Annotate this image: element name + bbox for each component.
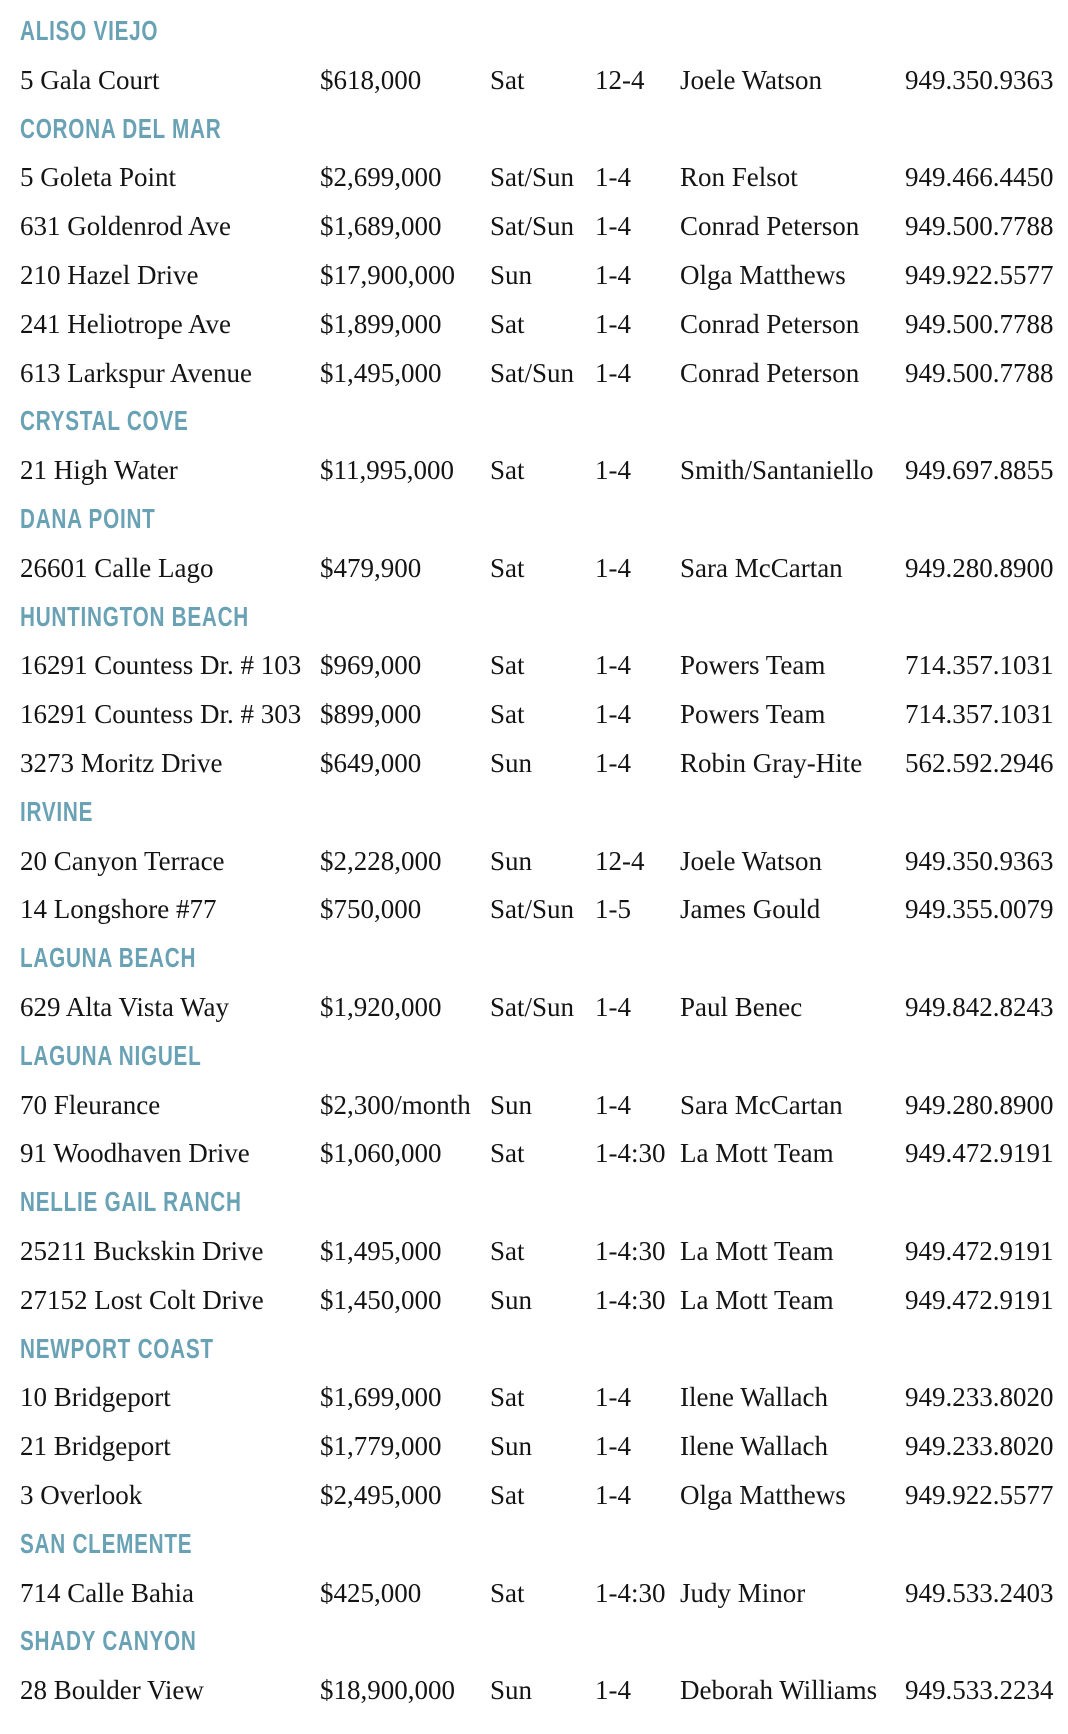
listing-price: $2,495,000 [320, 1479, 442, 1510]
city-name: ALISO VIEJO [20, 15, 159, 46]
listing-row [0, 1666, 1068, 1715]
city-name: NEWPORT COAST [20, 1332, 214, 1364]
listing-price: $18,900,000 [320, 1675, 455, 1706]
listing-row [0, 1422, 1068, 1471]
listing-price: $1,689,000 [320, 211, 442, 242]
city-name: LAGUNA NIGUEL [20, 1039, 202, 1071]
listing-address: 70 Fleurance [20, 1089, 161, 1120]
listing-phone: 949.533.2403 [905, 1577, 1054, 1608]
listing-row [0, 1276, 1068, 1325]
listing-agent: Powers Team [680, 650, 826, 681]
listing-agent: Deborah Williams [680, 1675, 878, 1706]
listing-day: Sat [490, 1382, 525, 1413]
listing-time: 1-4:30 [595, 1577, 666, 1608]
listing-price: $1,495,000 [320, 357, 442, 388]
listing-address: 241 Heliotrope Ave [20, 308, 231, 339]
listing-day: Sat [490, 1138, 525, 1169]
city-section-header [0, 495, 1068, 544]
listing-day: Sun [490, 1089, 533, 1120]
listing-price: $1,899,000 [320, 308, 442, 339]
listing-row [0, 544, 1068, 593]
listing-phone: 949.280.8900 [905, 1089, 1054, 1120]
listing-time: 1-4 [595, 211, 631, 242]
listing-phone: 949.533.2234 [905, 1675, 1054, 1706]
city-name: HUNTINGTON BEACH [20, 600, 250, 632]
city-section-header [0, 1325, 1068, 1374]
listing-phone: 562.592.2946 [905, 747, 1054, 778]
listing-day: Sat [490, 64, 525, 95]
listing-price: $2,228,000 [320, 845, 442, 876]
listing-time: 12-4 [595, 845, 645, 876]
listing-address: 613 Larkspur Avenue [20, 357, 252, 388]
city-name: NELLIE GAIL RANCH [20, 1186, 242, 1218]
listing-day: Sat [490, 1479, 525, 1510]
listing-price: $899,000 [320, 699, 422, 730]
listing-phone: 949.500.7788 [905, 308, 1054, 339]
listing-agent: Ron Felsot [680, 162, 798, 193]
listing-day: Sun [490, 845, 533, 876]
listing-address: 5 Gala Court [20, 64, 160, 95]
listing-address: 16291 Countess Dr. # 103 [20, 650, 302, 681]
listing-address: 631 Goldenrod Ave [20, 211, 231, 242]
listing-agent: Ilene Wallach [680, 1382, 828, 1413]
listing-address: 28 Boulder View [20, 1675, 204, 1706]
listing-address: 5 Goleta Point [20, 162, 176, 193]
city-name: DANA POINT [20, 502, 156, 534]
city-section-header [0, 593, 1068, 642]
listing-day: Sat [490, 455, 525, 486]
city-section-header [0, 1178, 1068, 1227]
listing-address: 91 Woodhaven Drive [20, 1138, 250, 1169]
listing-phone: 949.472.9191 [905, 1235, 1054, 1266]
listing-time: 1-4 [595, 552, 631, 583]
city-section-header [0, 105, 1068, 154]
listing-time: 1-4 [595, 650, 631, 681]
listing-address: 20 Canyon Terrace [20, 845, 225, 876]
listing-agent: La Mott Team [680, 1235, 834, 1266]
listing-day: Sun [490, 259, 533, 290]
listing-time: 1-4:30 [595, 1138, 666, 1169]
listing-agent: La Mott Team [680, 1138, 834, 1169]
listing-phone: 949.500.7788 [905, 357, 1054, 388]
listing-agent: Conrad Peterson [680, 357, 860, 388]
listing-agent: Olga Matthews [680, 1479, 846, 1510]
listing-phone: 949.350.9363 [905, 64, 1054, 95]
listing-price: $649,000 [320, 747, 422, 778]
listing-agent: Joele Watson [680, 845, 823, 876]
listing-row [0, 1373, 1068, 1422]
listing-agent: Powers Team [680, 699, 826, 730]
listing-day: Sat [490, 699, 525, 730]
listing-price: $11,995,000 [320, 455, 454, 486]
listing-address: 14 Longshore #77 [20, 894, 217, 925]
listing-agent: Robin Gray-Hite [680, 747, 863, 778]
listing-address: 25211 Buckskin Drive [20, 1235, 264, 1266]
listing-agent: Sara McCartan [680, 1089, 843, 1120]
listing-phone: 949.500.7788 [905, 211, 1054, 242]
listing-phone: 714.357.1031 [905, 650, 1054, 681]
listing-price: $1,450,000 [320, 1284, 442, 1315]
listing-day: Sun [490, 747, 533, 778]
city-section-header [0, 934, 1068, 983]
listing-time: 1-4 [595, 1479, 631, 1510]
listing-agent: James Gould [680, 894, 821, 925]
listing-time: 1-4:30 [595, 1235, 666, 1266]
listing-address: 16291 Countess Dr. # 303 [20, 699, 302, 730]
listing-row [0, 202, 1068, 251]
listing-phone: 949.233.8020 [905, 1431, 1054, 1462]
listing-address: 3 Overlook [20, 1479, 143, 1510]
listing-time: 1-4 [595, 308, 631, 339]
listing-phone: 949.472.9191 [905, 1138, 1054, 1169]
listing-agent: Ilene Wallach [680, 1431, 828, 1462]
listing-price: $618,000 [320, 64, 422, 95]
listing-address: 27152 Lost Colt Drive [20, 1284, 264, 1315]
listing-price: $969,000 [320, 650, 422, 681]
city-section-header [0, 1520, 1068, 1569]
city-section-header [0, 397, 1068, 446]
listing-address: 210 Hazel Drive [20, 259, 199, 290]
listing-phone: 949.466.4450 [905, 162, 1054, 193]
listing-day: Sun [490, 1284, 533, 1315]
listing-row [0, 983, 1068, 1032]
listing-row [0, 56, 1068, 105]
listing-row [0, 641, 1068, 690]
listing-row [0, 153, 1068, 202]
listing-address: 21 High Water [20, 455, 178, 486]
listing-time: 1-4 [595, 991, 631, 1022]
listing-agent: Paul Benec [680, 991, 803, 1022]
city-section-header [0, 1617, 1068, 1666]
city-name: CORONA DEL MAR [20, 112, 222, 144]
listing-phone: 949.355.0079 [905, 894, 1054, 925]
listing-agent: Sara McCartan [680, 552, 843, 583]
listing-row [0, 1471, 1068, 1520]
listing-day: Sat/Sun [490, 162, 575, 193]
listing-day: Sat [490, 308, 525, 339]
listing-phone: 949.233.8020 [905, 1382, 1054, 1413]
listing-row [0, 1569, 1068, 1618]
listing-phone: 949.842.8243 [905, 991, 1054, 1022]
listing-phone: 949.922.5577 [905, 1479, 1054, 1510]
city-section-header [0, 1032, 1068, 1081]
listing-time: 1-4 [595, 357, 631, 388]
listing-day: Sat [490, 552, 525, 583]
listing-time: 1-5 [595, 894, 631, 925]
listing-time: 1-4 [595, 747, 631, 778]
listing-address: 21 Bridgeport [20, 1431, 171, 1462]
listing-row [0, 300, 1068, 349]
listing-row [0, 349, 1068, 398]
listing-agent: La Mott Team [680, 1284, 834, 1315]
listing-address: 3273 Moritz Drive [20, 747, 223, 778]
listing-time: 1-4 [595, 1382, 631, 1413]
listing-day: Sat [490, 650, 525, 681]
listing-day: Sat [490, 1235, 525, 1266]
listing-row [0, 739, 1068, 788]
listing-price: $1,699,000 [320, 1382, 442, 1413]
listing-day: Sat/Sun [490, 894, 575, 925]
listing-time: 1-4 [595, 162, 631, 193]
listing-price: $1,495,000 [320, 1235, 442, 1266]
listing-address: 26601 Calle Lago [20, 552, 214, 583]
listing-price: $1,779,000 [320, 1431, 442, 1462]
listing-address: 714 Calle Bahia [20, 1577, 194, 1608]
city-name: IRVINE [20, 795, 94, 827]
listing-price: $425,000 [320, 1577, 422, 1608]
listing-address: 629 Alta Vista Way [20, 991, 229, 1022]
listing-price: $1,920,000 [320, 991, 442, 1022]
listing-time: 1-4 [595, 699, 631, 730]
city-name: CRYSTAL COVE [20, 405, 189, 437]
listing-price: $1,060,000 [320, 1138, 442, 1169]
listing-time: 12-4 [595, 64, 645, 95]
listing-agent: Joele Watson [680, 64, 823, 95]
listing-day: Sat/Sun [490, 211, 575, 242]
listing-phone: 714.357.1031 [905, 699, 1054, 730]
listing-phone: 949.697.8855 [905, 455, 1054, 486]
listing-row [0, 446, 1068, 495]
listing-time: 1-4:30 [595, 1284, 666, 1315]
listing-time: 1-4 [595, 1089, 631, 1120]
listing-phone: 949.350.9363 [905, 845, 1054, 876]
listing-day: Sat [490, 1577, 525, 1608]
listing-phone: 949.280.8900 [905, 552, 1054, 583]
listing-phone: 949.472.9191 [905, 1284, 1054, 1315]
listing-agent: Conrad Peterson [680, 308, 860, 339]
listing-row [0, 1227, 1068, 1276]
listing-time: 1-4 [595, 1675, 631, 1706]
city-name: SAN CLEMENTE [20, 1527, 193, 1559]
listing-time: 1-4 [595, 455, 631, 486]
listing-day: Sat/Sun [490, 991, 575, 1022]
listing-time: 1-4 [595, 259, 631, 290]
listing-day: Sun [490, 1431, 533, 1462]
listing-agent: Judy Minor [680, 1577, 806, 1608]
listing-agent: Smith/Santaniello [680, 455, 874, 486]
city-name: SHADY CANYON [20, 1625, 197, 1657]
listing-row [0, 885, 1068, 934]
city-section-header [0, 788, 1068, 837]
listing-agent: Conrad Peterson [680, 211, 860, 242]
listing-price: $17,900,000 [320, 259, 455, 290]
listing-row [0, 1129, 1068, 1178]
city-name: LAGUNA BEACH [20, 942, 197, 974]
listing-day: Sun [490, 1675, 533, 1706]
listing-phone: 949.922.5577 [905, 259, 1054, 290]
listing-row [0, 251, 1068, 300]
listing-row [0, 690, 1068, 739]
listing-row [0, 1081, 1068, 1130]
listing-time: 1-4 [595, 1431, 631, 1462]
listing-day: Sat/Sun [490, 357, 575, 388]
listing-address: 10 Bridgeport [20, 1382, 171, 1413]
listing-price: $2,699,000 [320, 162, 442, 193]
listing-agent: Olga Matthews [680, 259, 846, 290]
city-section-header [0, 7, 1068, 56]
listing-row [0, 837, 1068, 886]
listing-price: $750,000 [320, 894, 422, 925]
listing-price: $479,900 [320, 552, 422, 583]
listing-price: $2,300/month [320, 1089, 471, 1120]
